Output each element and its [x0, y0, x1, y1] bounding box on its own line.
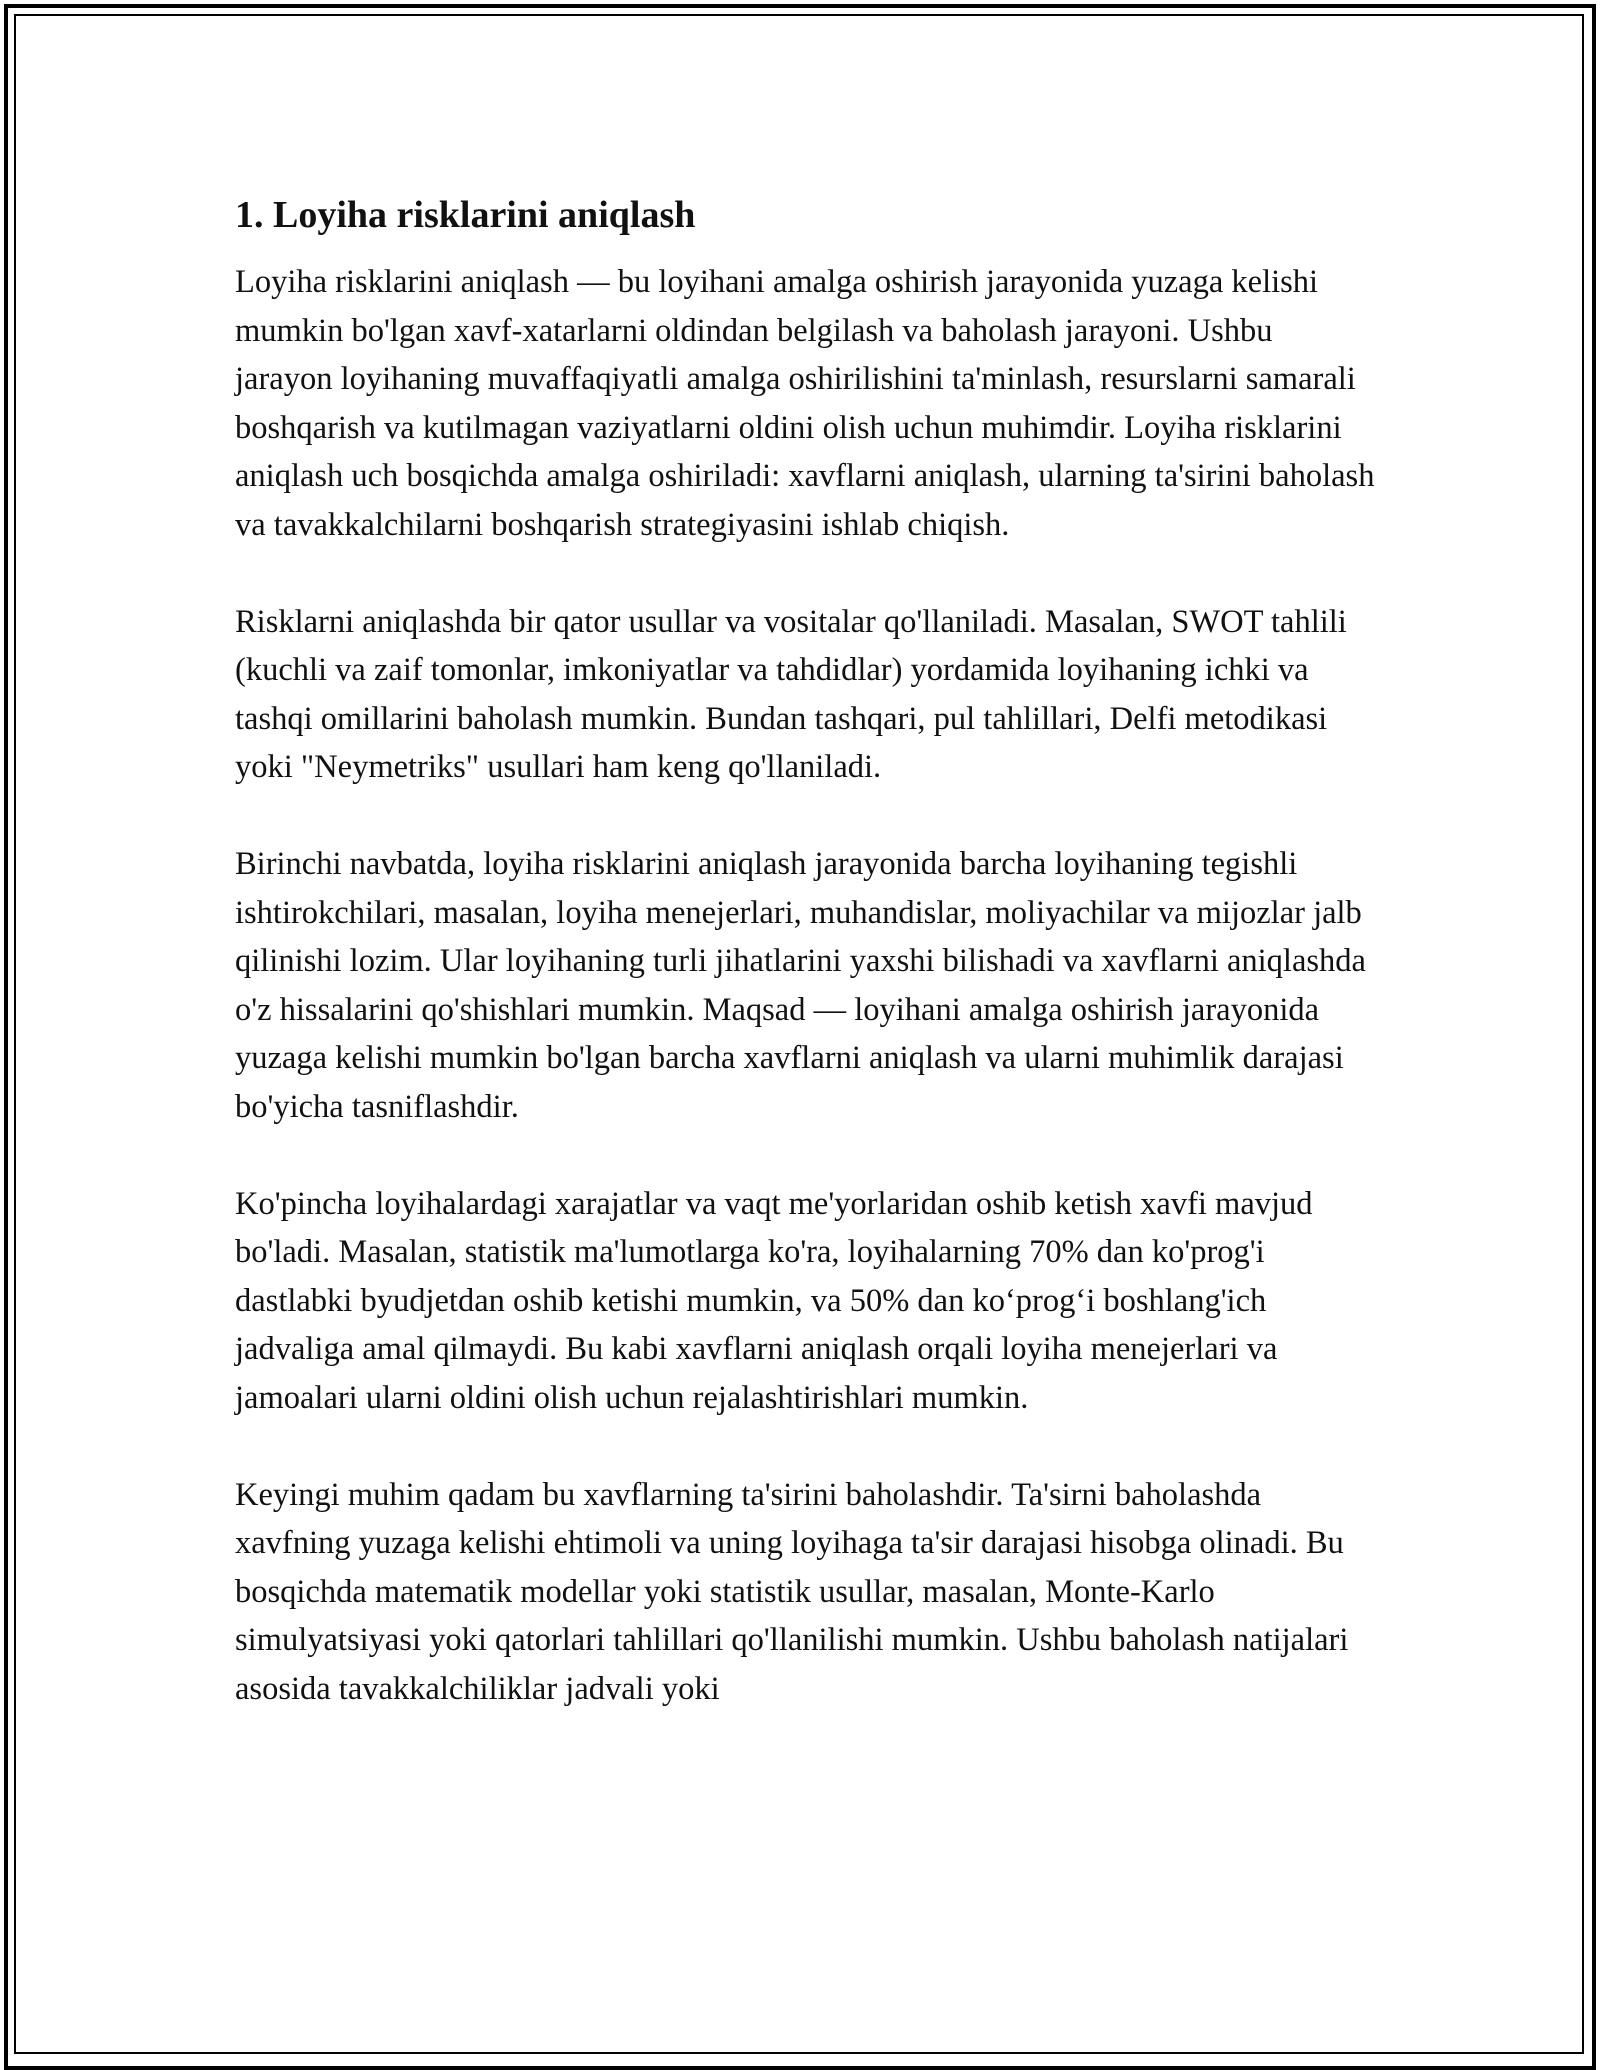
document-body: [235, 188, 1375, 1762]
paragraph-1: Loyiha risklarini aniqlash — bu loyihani amalga oshirish jarayonida yuzaga kelishi mumkin bo'lgan xavf-xatarlarni oldindan belgilash va baholash jarayoni. Ushbu jarayon loyihaning muvaffaqiyatli amalga oshirilishini ta'minlash, resurslarni samarali boshqarish va kutilmagan vaziyatlarni oldini olish uchun muhimdir. Loyiha risklarini aniqlash uch bosqichda amalga oshiriladi: xavflarni aniqlash, ularning ta'sirini baholash va tavakkalchilarni boshqarish strategiyasini ishlab chiqish.: [235, 264, 1375, 543]
paragraph-5: Keyingi muhim qadam bu xavflarning ta'sirini baholashdir. Ta'sirni baholashda xavfning yuzaga kelishi ehtimoli va uning loyihaga ta'sir darajasi hisobga olinadi. Bu bosqichda matematik modellar yoki statistik usullar, masalan, Monte-Karlo simulyatsiyasi yoki qatorlari tahlillari qo'llanilishi mumkin. Ushbu baholash natijalari asosida tavakkalchiliklar jadvali yoki: [235, 1476, 1349, 1707]
section-heading: 1. Loyiha risklarini aniqlash: [235, 194, 696, 236]
paragraph-2: Risklarni aniqlashda bir qator usullar va vositalar qo'llaniladi. Masalan, SWOT tahlili (kuchli va zaif tomonlar, imkoniyatlar va tahdidlar) yordamida loyihaning ichki va tashqi omillarini baholash mumkin. Bundan tashqari, pul tahlillari, Delfi metodikasi yoki "Neymetriks" usullari ham keng qo'llaniladi.: [235, 603, 1347, 785]
paragraph-3: Birinchi navbatda, loyiha risklarini aniqlash jarayonida barcha loyihaning tegishli ishtirokchilari, masalan, loyiha menejerlari, muhandislar, moliyachilar va mijozlar jalb qilinishi lozim. Ular loyihaning turli jihatlarini yaxshi bilishadi va xavflarni aniqlashda o'z hissalarini qo'shishlari mumkin. Maqsad — loyihani amalga oshirish jarayonida yuzaga kelishi mumkin bo'lgan barcha xavflarni aniqlash va ularni muhimlik darajasi bo'yicha tasniflashdir.: [235, 846, 1366, 1125]
paragraph-4: Ko'pincha loyihalardagi xarajatlar va vaqt me'yorlaridan oshib ketish xavfi mavjud bo'ladi. Masalan, statistik ma'lumotlarga ko'ra, loyihalarning 70% dan ko'prog'i dastlabki byudjetdan oshib ketishi mumkin, va 50% dan ko‘prog‘i boshlang'ich jadvaliga amal qilmaydi. Bu kabi xavflarni aniqlash orqali loyiha menejerlari va jamoalari ularni oldini olish uchun rejalashtirishlari mumkin.: [235, 1185, 1313, 1416]
